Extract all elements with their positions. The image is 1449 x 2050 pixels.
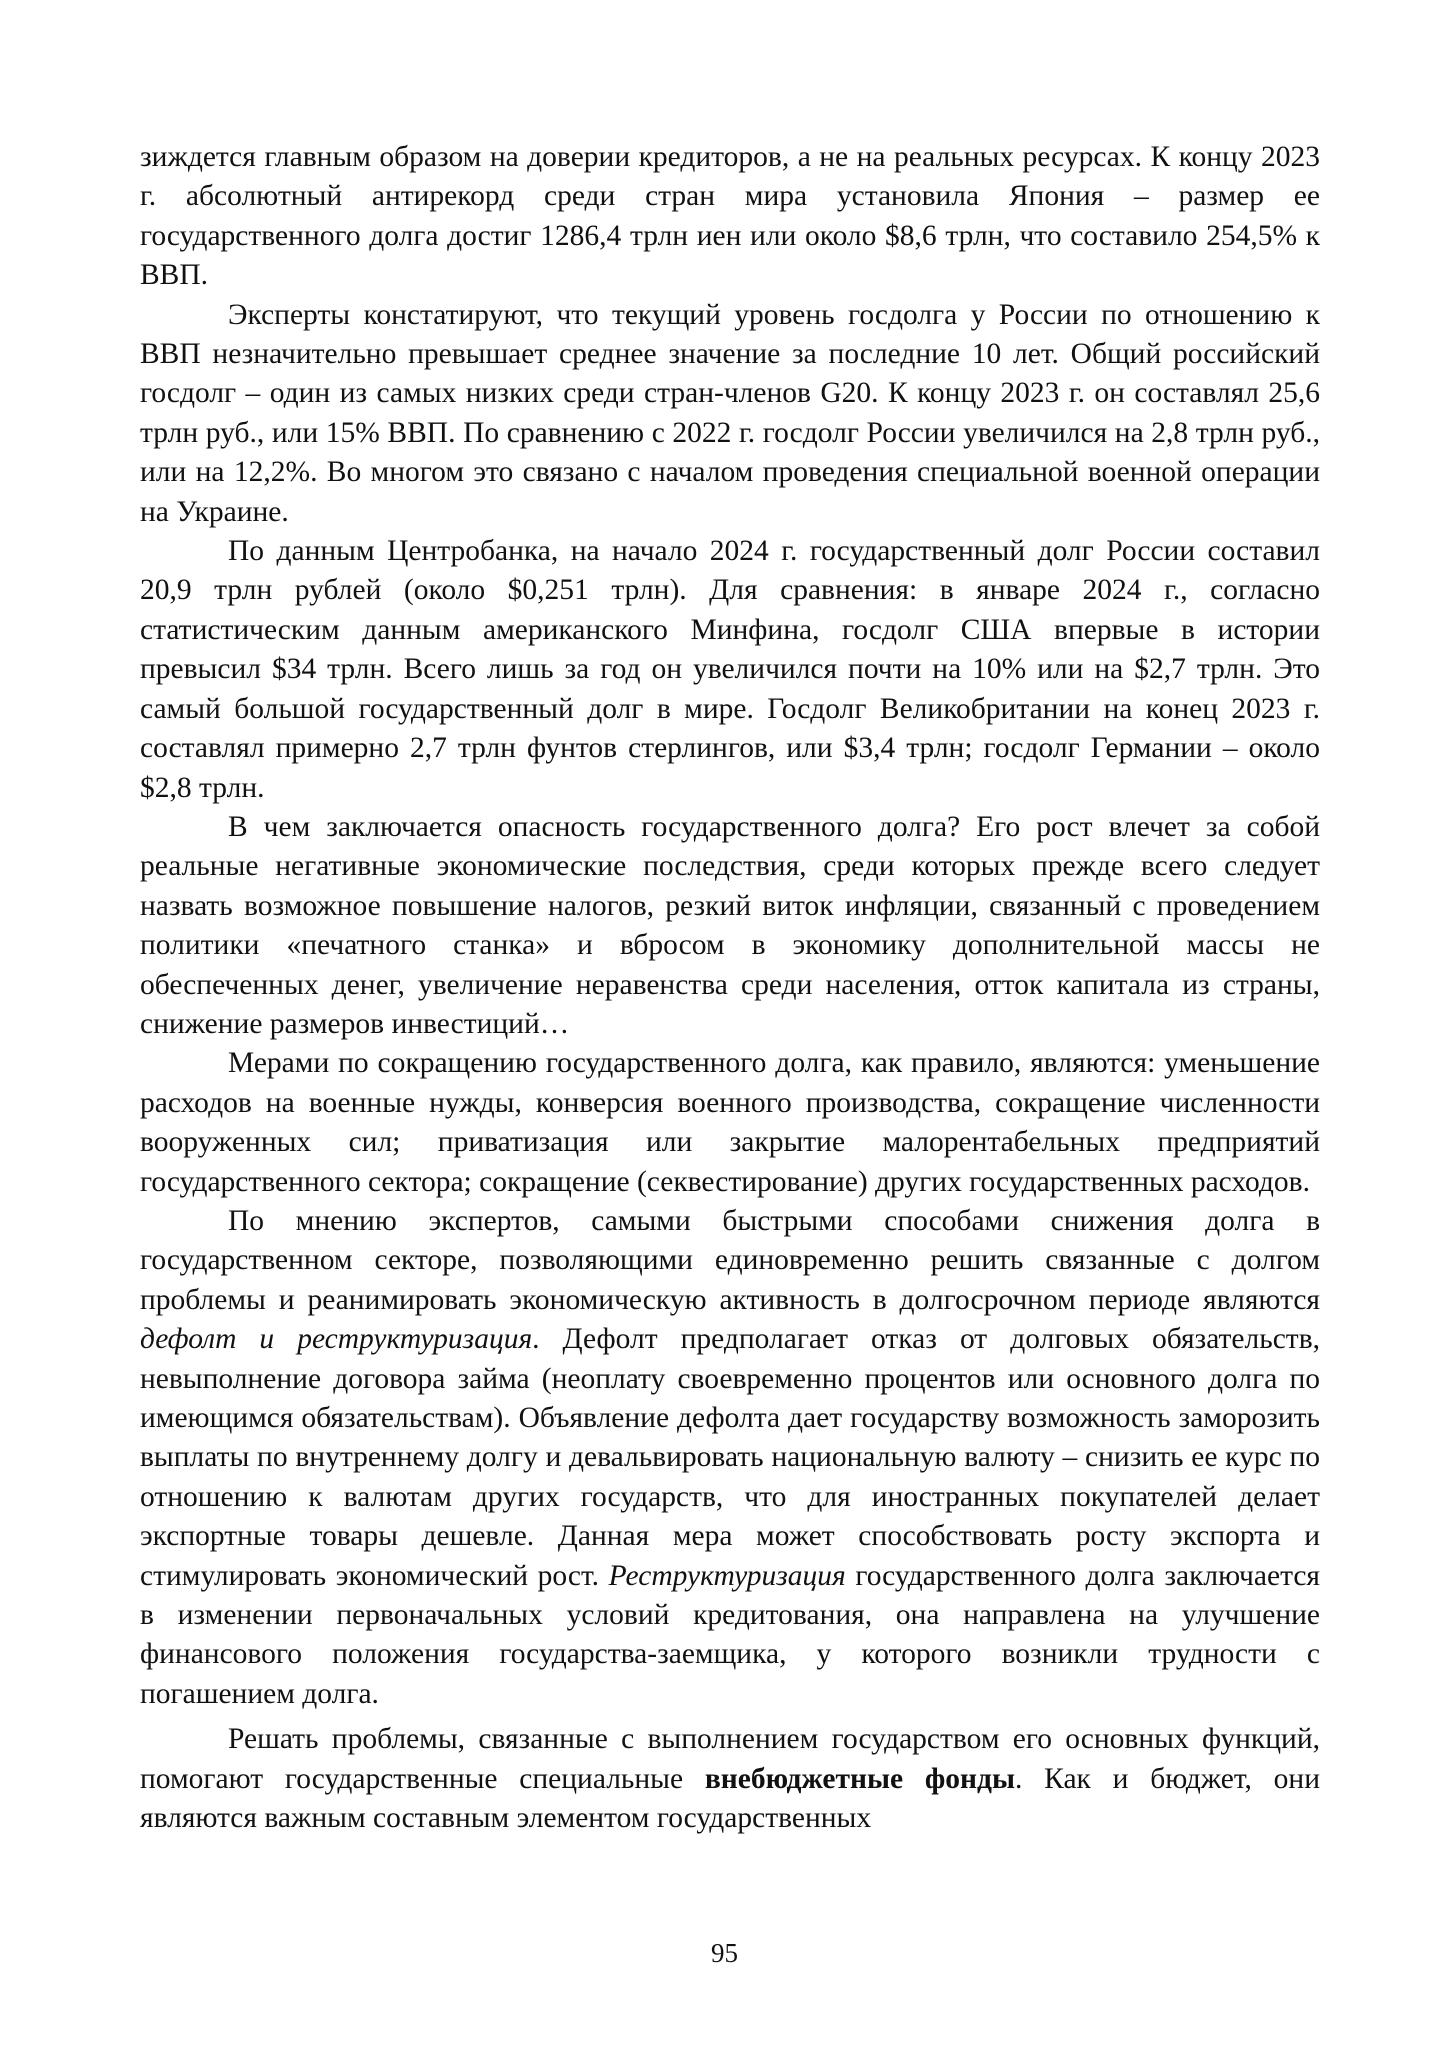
paragraph-6-text-b: . Дефолт предполагает отказ от долговых обязательств, невыполнение договора займа (неоплату своевременно процентов или основного долга по имеющимся обязательствам). Объявление дефолта дает государству возможность заморозить выплаты по внутреннему долгу и девальвировать национальную валюту – снизить ее курс по отношению к валютам других государств, что для иностранных покупателей делает экспортные товары дешевле. Данная мера может способствовать росту экспорта и стимулировать экономический рост. — [140, 1323, 1320, 1592]
italic-term-default-restructuring: дефолт и реструктуризация — [140, 1323, 533, 1356]
paragraph-2: Эксперты констатируют, что текущий уровень госдолга у России по отношению к ВВП незначительно превышает среднее значение за последние 10 лет. Общий российский госдолг – один из самых низких среди стран-членов G20. К концу 2023 г. он составлял 25,6 трлн руб., или 15% ВВП. По сравнению с 2022 г. госдолг России увеличился на 2,8 трлн руб., или на 12,2%. Во многом это связано с началом проведения специальной военной операции на Украине. — [140, 298, 1320, 528]
italic-term-restructuring: Реструктуризация — [608, 1559, 846, 1592]
paragraph-4: В чем заключается опасность государственного долга? Его рост влечет за собой реальные негативные экономические последствия, среди которых прежде всего следует назвать возможное повышение налогов, резкий виток инфляции, связанный с проведением политики «печатного станка» и вбросом в экономику дополнительной массы не обеспеченных денег, увеличение неравенства среди населения, отток капитала из страны, снижение размеров инвестиций… — [140, 810, 1320, 1040]
paragraph-6-text-c: государственного долга заключается в изменении первоначальных условий кредитования, она направлена на улучшение финансового положения государства-заемщика, у которого возникли трудности с погашением долга. — [140, 1559, 1320, 1710]
paragraph-7-text-b: . Как и бюджет, они являются важным составным элементом государственных — [140, 1762, 1321, 1835]
paragraph-1: зиждется главным образом на доверии кредиторов, а не на реальных ресурсах. К концу 2023 г. абсолютный антирекорд среди стран мира установила Япония – размер ее государственного долга достиг 1286,4 трлн иен или около $8,6 трлн, что составило 254,5% к ВВП. — [140, 141, 1320, 292]
paragraph-5: Мерами по сокращению государственного долга, как правило, являются: уменьшение расходов на военные нужды, конверсия военного производства, сокращение численности вооруженных сил; приватизация или закрытие малорентабельных предприятий государственного сектора; сокращение (секвестирование) других государственных расходов. — [140, 1047, 1320, 1198]
page-body — [140, 138, 1320, 1838]
paragraph-6-text-a: По мнению экспертов, самыми быстрыми способами снижения долга в государственном секторе, позволяющими единовременно решить связанные с долгом проблемы и реанимировать экономическую активность в долгосрочном периоде являются — [140, 1204, 1320, 1316]
paragraph-7-text-a: Решать проблемы, связанные с выполнением государством его основных функций, помогают государственные специальные — [140, 1723, 1320, 1795]
paragraph-6 — [140, 1202, 1320, 1714]
page-number: 95 — [711, 1938, 738, 1968]
paragraph-3: По данным Центробанка, на начало 2024 г. государственный долг России составил 20,9 трлн рублей (около $0,251 трлн). Для сравнения: в январе 2024 г., согласно статистическим данным американского Минфина, госдолг США впервые в истории превысил $34 трлн. Всего лишь за год он увеличился почти на 10% или на $2,7 трлн. Это самый большой государственный долг в мире. Госдолг Великобритании на конец 2023 г. составлял примерно 2,7 трлн фунтов стерлингов, или $3,4 трлн; госдолг Германии – около $2,8 трлн. — [140, 535, 1320, 804]
paragraph-7 — [140, 1720, 1320, 1838]
bold-term-extrabudgetary-funds: внебюджетные фонды — [704, 1762, 1016, 1795]
